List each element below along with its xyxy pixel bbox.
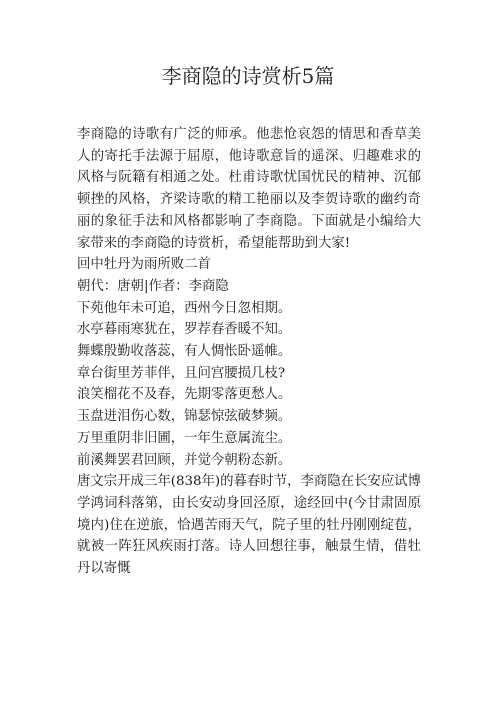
poem-title: 回中牡丹为雨所败二首	[77, 257, 211, 273]
document-body	[77, 124, 421, 580]
poem-line: 浪笑榴花不及春，先期零落更愁人。	[77, 387, 292, 403]
poem-line: 章台街里芳菲伴，且问宫腰损几枝?	[77, 365, 286, 381]
poem-line: 前溪舞罢君回顾，并觉今朝粉态新。	[77, 452, 292, 468]
poem-line: 下苑他年未可追，西州今日忽相期。	[77, 300, 292, 316]
poem-line: 万里重阴非旧圃，一年生意属流尘。	[77, 430, 292, 446]
analysis-paragraph: 唐文宗开成三年(838年)的暮春时节，李商隐在长安应试博学鸿词科落第，由长安动身回泾原，途经回中(今甘肃固原境内)住在逆旅，恰遇苦雨天气，院子里的牡丹刚刚绽苞，就被一阵狂风疾雨打落。诗人回想往事，触景生情，借牡丹以寄慨	[77, 474, 421, 577]
poem-lines	[77, 298, 421, 472]
document-title: 李商隐的诗赏析5篇	[161, 64, 335, 88]
poem-line: 水亭暮雨寒犹在，罗荐春香暖不知。	[77, 322, 292, 338]
intro-paragraph: 李商隐的诗歌有广泛的师承。他悲怆哀怨的情思和香草美人的寄托手法源于屈原，他诗歌意旨的遥深、归趣难求的风格与阮籍有相通之处。杜甫诗歌忧国忧民的精神、沉郁顿挫的风格，齐梁诗歌的精工艳丽以及李贺诗歌的幽约奇丽的象征手法和风格都影响了李商隐。下面就是小编给大家带来的李商隐的诗赏析，希望能帮助到大家!	[77, 127, 421, 251]
poem-line: 玉盘迸泪伤心数，锦瑟惊弦破梦频。	[77, 409, 292, 425]
poem-meta: 朝代：唐朝|作者：李商隐	[77, 278, 229, 294]
poem-line: 舞蝶殷勤收落蕊，有人惆怅卧遥帷。	[77, 344, 292, 360]
